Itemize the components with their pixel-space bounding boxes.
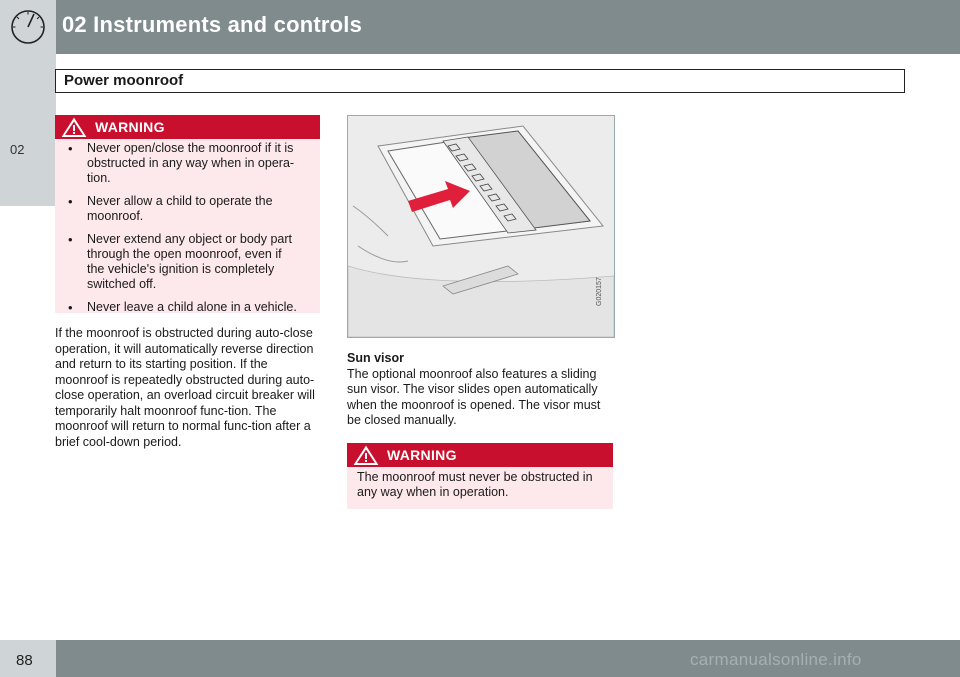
moonroof-drawing: [348, 116, 614, 337]
warning-body: [55, 139, 320, 313]
gauge-icon: [0, 0, 56, 54]
warning-triangle-icon: [353, 445, 379, 466]
page-number: 88: [16, 652, 33, 669]
gauge-icon-box: [0, 0, 56, 54]
warning-header: [347, 443, 613, 467]
warning-triangle-icon: [61, 117, 87, 138]
watermark: carmanualsonline.info: [690, 650, 862, 669]
figure-code: G020157: [596, 277, 603, 306]
list-item: • Never leave a child alone in a vehicle.: [55, 300, 312, 315]
list-item: • Never open/close the moonroof if it is obstructed in any way when in opera-tion.: [55, 141, 302, 186]
list-item: • Never allow a child to operate the moonroof.: [55, 194, 302, 224]
chapter-title: 02 Instruments and controls: [62, 12, 363, 37]
warning-header: [55, 115, 320, 139]
chapter-tab-number: 02: [10, 142, 25, 157]
moonroof-illustration: [347, 115, 615, 338]
sun-visor-text: The optional moonroof also features a sliding sun visor. The visor slides open automatically when the moonroof is opened. The visor must be closed manually.: [347, 366, 601, 427]
sun-visor-section: [347, 351, 617, 429]
warning-text: The moonroof must never be obstructed in any way when in operation.: [357, 470, 593, 499]
chapter-header: [0, 0, 960, 54]
chapter-tab: [0, 54, 56, 206]
page-number-box: [0, 640, 56, 677]
sun-visor-heading: Sun visor: [347, 351, 404, 365]
warning-label: WARNING: [95, 119, 165, 135]
section-title: Power moonroof: [64, 72, 184, 89]
body-paragraph: If the moonroof is obstructed during auto-close operation, it will automatically reverse direction and return to its starting position. If the moonroof is repeatedly obstructed during auto-close operation, an overload circuit breaker will temporarily halt moonroof func-tion. The moonroof will return to normal func-tion after a brief cool-down period.: [55, 326, 315, 449]
section-title-bar: [55, 69, 905, 93]
warning-body: [347, 467, 613, 509]
warning-label: WARNING: [387, 447, 457, 463]
list-item: • Never extend any object or body part through the open moonroof, even if the vehicle's ignition is completely switched off.: [55, 232, 302, 292]
